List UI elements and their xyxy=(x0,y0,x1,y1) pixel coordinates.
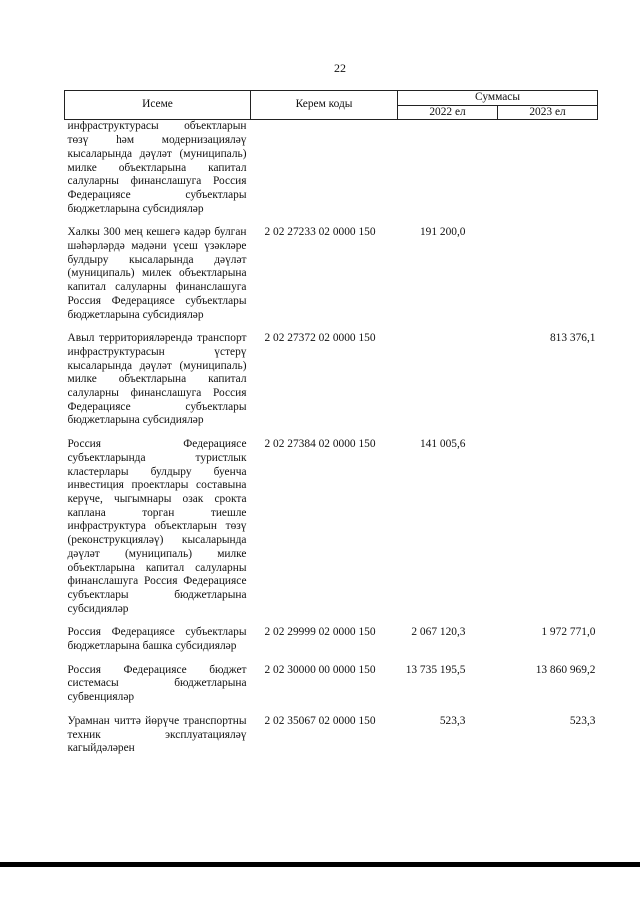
row-value-2023: 523,3 xyxy=(569,714,596,727)
row-code: 2 02 27372 02 0000 150 xyxy=(264,332,376,345)
page-number: 22 xyxy=(334,61,346,75)
row-value-2023 xyxy=(498,226,598,332)
row-value-2023 xyxy=(498,120,598,226)
table-row xyxy=(65,332,598,438)
budget-table xyxy=(64,90,598,756)
row-value-2022 xyxy=(398,332,498,438)
header-year-2023: 2023 ел xyxy=(498,105,598,120)
scan-bottom-edge xyxy=(0,862,640,867)
row-name: инфраструктурасы объектларын төзү һәм модернизацияләү кысаларында дәүләт (муниципаль) милке объектларына капитал салуларны финанслашуга Россия Федерациясе субъектлары бюджетларына субсидияләр xyxy=(67,120,247,215)
table-row xyxy=(65,120,598,226)
header-code: Керем коды xyxy=(251,91,398,120)
row-value-2022 xyxy=(398,120,498,226)
row-code: 2 02 27233 02 0000 150 xyxy=(264,226,376,239)
row-code xyxy=(251,120,398,226)
row-value-2022: 2 067 120,3 xyxy=(411,626,466,639)
row-code: 2 02 29999 02 0000 150 xyxy=(264,626,376,639)
row-code: 2 02 27384 02 0000 150 xyxy=(264,438,376,451)
table-row xyxy=(65,226,598,332)
header-name: Исеме xyxy=(65,91,251,120)
table-row xyxy=(65,664,598,715)
table-row xyxy=(65,626,598,663)
header-sum: Суммасы xyxy=(398,91,598,106)
row-value-2023 xyxy=(498,438,598,626)
row-value-2023: 813 376,1 xyxy=(549,332,596,345)
row-value-2022: 141 005,6 xyxy=(419,438,466,451)
row-name: Россия Федерациясе субъектларында туристлык кластерлары булдыру буенча инвестиция проектлары составына керүче, чыгымнары озак срокта каплана торган тиешле инфраструктура объектларын төзү (реконструкцияләү) кысаларында дәүләт (муниципаль) милке объектларына капитал салуларны финанслашуга Россия Федерациясе субъектлары бюджетларына субсидияләр xyxy=(67,438,247,615)
header-row xyxy=(65,91,598,106)
row-name: Урамнан читтә йөрүче транспортны техник эксплуатацияләү кагыйдәләрен xyxy=(67,714,247,755)
table-row xyxy=(65,715,598,756)
row-code: 2 02 30000 00 0000 150 xyxy=(264,663,376,676)
row-value-2022: 191 200,0 xyxy=(419,226,466,239)
row-value-2023: 13 860 969,2 xyxy=(535,663,596,676)
row-name: Авыл территорияләрендә транспорт инфраструктурасын үстерү кысаларында дәүләт (муниципаль) милке объектларына капитал салуларны финанслашуга Россия Федерациясе субъектлары бюджетларына субсидияләр xyxy=(67,332,247,427)
table-row xyxy=(65,438,598,626)
row-value-2022: 13 735 195,5 xyxy=(405,663,466,676)
row-value-2022: 523,3 xyxy=(439,714,466,727)
row-value-2023: 1 972 771,0 xyxy=(541,626,596,639)
row-name: Халкы 300 мең кешегә кадәр булган шәһәрләрдә мәдәни үсеш үзәкләре булдыру кысаларында дәүләт (муниципаль) милек объектларына капитал салуларны финанслашуга Россия Федерациясе субъектлары бюджетларына субсидияләр xyxy=(67,226,247,321)
row-name: Россия Федерациясе бюджет системасы бюджетларына субвенцияләр xyxy=(67,663,247,704)
header-year-2022: 2022 ел xyxy=(398,105,498,120)
row-code: 2 02 35067 02 0000 150 xyxy=(264,714,376,727)
row-name: Россия Федерациясе субъектлары бюджетларына башка субсидияләр xyxy=(67,626,247,653)
